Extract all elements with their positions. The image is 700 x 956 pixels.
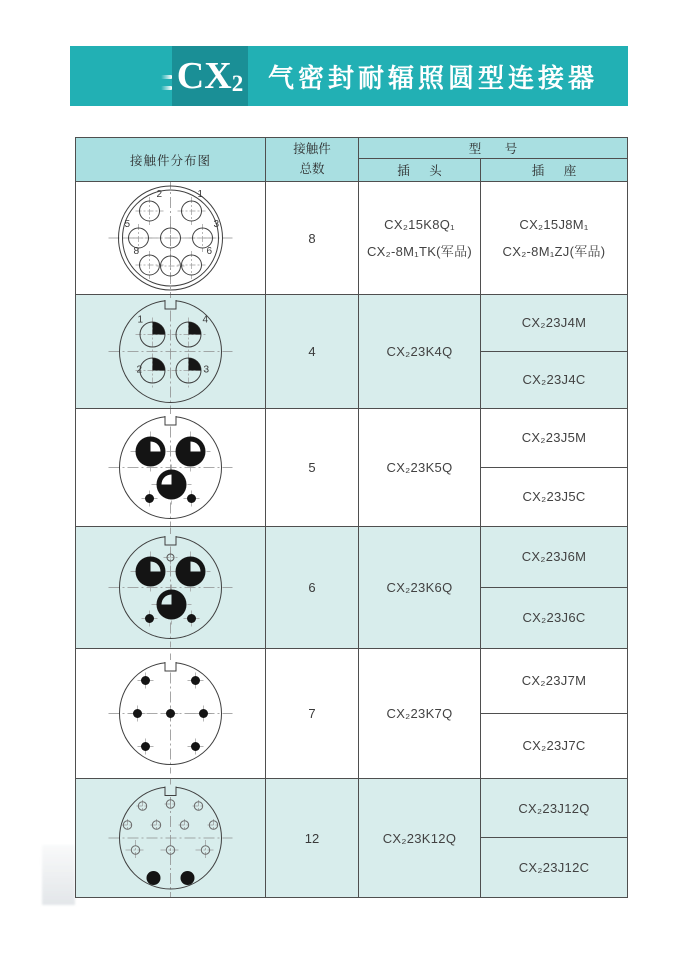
table-row-7pin bbox=[76, 648, 627, 778]
header-banner bbox=[70, 46, 628, 106]
contact-diagram-8pin-icon bbox=[76, 182, 265, 294]
socket-model: CX₂23J6M bbox=[521, 549, 587, 565]
socket-model: CX₂23J4C bbox=[522, 372, 586, 388]
pin-number-label: 2 bbox=[156, 189, 163, 200]
contact-diagram-7pin-icon bbox=[76, 649, 265, 778]
header-socket: 插 座 bbox=[531, 164, 585, 178]
header-count-col bbox=[266, 138, 359, 181]
socket-subcell bbox=[481, 779, 627, 838]
socket-model: CX₂-8M₁ZJ(军品) bbox=[502, 243, 606, 259]
diagram-cell bbox=[76, 527, 266, 648]
pin-number-label: 4 bbox=[202, 314, 209, 326]
pin-number-label: 8 bbox=[133, 246, 140, 257]
count-cell: 4 bbox=[266, 295, 359, 408]
plug-cell bbox=[359, 779, 481, 897]
header-count-line1: 接触件 bbox=[293, 142, 331, 157]
socket-subcell bbox=[481, 714, 627, 779]
contact-diagram-5pin-icon bbox=[76, 409, 265, 526]
socket-subcell bbox=[481, 295, 627, 352]
socket-model: CX₂23J12Q bbox=[518, 800, 590, 816]
count-cell: 6 bbox=[266, 527, 359, 648]
diagram-cell bbox=[76, 295, 266, 408]
count-cell: 5 bbox=[266, 409, 359, 526]
contact-diagram-6pin-icon bbox=[76, 527, 265, 648]
table-row-8pin bbox=[76, 181, 627, 294]
socket-model: CX₂23J5M bbox=[521, 430, 587, 446]
table-row-5pin bbox=[76, 408, 627, 526]
socket-cell bbox=[481, 527, 627, 648]
plug-model: CX₂23K7Q bbox=[386, 706, 453, 721]
logo-accent-dash-icon bbox=[161, 75, 172, 79]
socket-subcell bbox=[481, 838, 627, 897]
table-row-6pin bbox=[76, 526, 627, 648]
socket-subcell bbox=[481, 527, 627, 588]
socket-model: CX₂23J7M bbox=[521, 673, 587, 689]
count-cell: 12 bbox=[266, 779, 359, 897]
series-logo: CX2 bbox=[176, 55, 244, 97]
diagram-cell bbox=[76, 409, 266, 526]
pin-number-label: 1 bbox=[137, 314, 144, 326]
socket-model: CX₂23J7C bbox=[522, 738, 586, 754]
page-title: 气密封耐辐照圆型连接器 bbox=[268, 62, 599, 93]
socket-model: CX₂23J12C bbox=[518, 860, 590, 875]
socket-model: CX₂23J5C bbox=[522, 489, 586, 505]
socket-subcell bbox=[481, 409, 627, 468]
plug-cell bbox=[359, 649, 481, 778]
plug-cell bbox=[359, 295, 481, 408]
socket-cell bbox=[481, 182, 627, 294]
contact-diagram-4pin-icon bbox=[76, 295, 265, 408]
plug-model: CX₂23K5Q bbox=[386, 460, 453, 475]
socket-model: CX₂15J8M₁ bbox=[519, 216, 589, 232]
count-cell: 8 bbox=[266, 182, 359, 294]
header-model-group bbox=[359, 138, 627, 181]
pin-number-label: 3 bbox=[203, 364, 210, 376]
pin-number-label: 1 bbox=[197, 189, 204, 200]
header-model: 型 号 bbox=[359, 138, 627, 159]
logo-accent-dash-icon bbox=[161, 86, 172, 90]
socket-subcell bbox=[481, 649, 627, 714]
contact-diagram-12pin-icon bbox=[76, 779, 265, 897]
plug-model: CX₂23K12Q bbox=[382, 830, 457, 846]
pin-number-label: 5 bbox=[124, 219, 131, 230]
table-row-12pin bbox=[76, 778, 627, 897]
count-cell: 7 bbox=[266, 649, 359, 778]
socket-cell bbox=[481, 779, 627, 897]
table-header bbox=[76, 138, 627, 181]
socket-model: CX₂23J6C bbox=[522, 610, 586, 626]
diagram-cell bbox=[76, 649, 266, 778]
plug-cell bbox=[359, 409, 481, 526]
header-diagram-col: 接触件分布图 bbox=[76, 138, 266, 181]
pin-number-label: 6 bbox=[206, 246, 213, 257]
plug-model: CX₂23K4Q bbox=[386, 344, 453, 359]
watermark bbox=[42, 845, 75, 905]
pin-number-label: 3 bbox=[213, 219, 220, 230]
plug-model: CX₂15K8Q₁ bbox=[384, 216, 455, 232]
socket-cell bbox=[481, 649, 627, 778]
plug-model: CX₂23K6Q bbox=[386, 580, 453, 595]
diagram-cell bbox=[76, 779, 266, 897]
plug-model: CX₂-8M₁TK(军品) bbox=[366, 243, 473, 259]
connector-model-table bbox=[75, 137, 628, 898]
socket-cell bbox=[481, 409, 627, 526]
pin-number-label: 2 bbox=[136, 364, 143, 376]
plug-cell bbox=[359, 527, 481, 648]
socket-subcell bbox=[481, 468, 627, 527]
diagram-cell bbox=[76, 182, 266, 294]
socket-cell bbox=[481, 295, 627, 408]
header-model-subrow bbox=[359, 159, 627, 181]
socket-subcell bbox=[481, 352, 627, 409]
socket-model: CX₂23J4M bbox=[521, 315, 587, 331]
header-plug: 插 头 bbox=[359, 159, 481, 181]
header-count-line2: 总数 bbox=[299, 161, 325, 176]
socket-subcell bbox=[481, 588, 627, 649]
series-logo-box bbox=[172, 46, 248, 106]
table-row-4pin bbox=[76, 294, 627, 408]
plug-cell bbox=[359, 182, 481, 294]
